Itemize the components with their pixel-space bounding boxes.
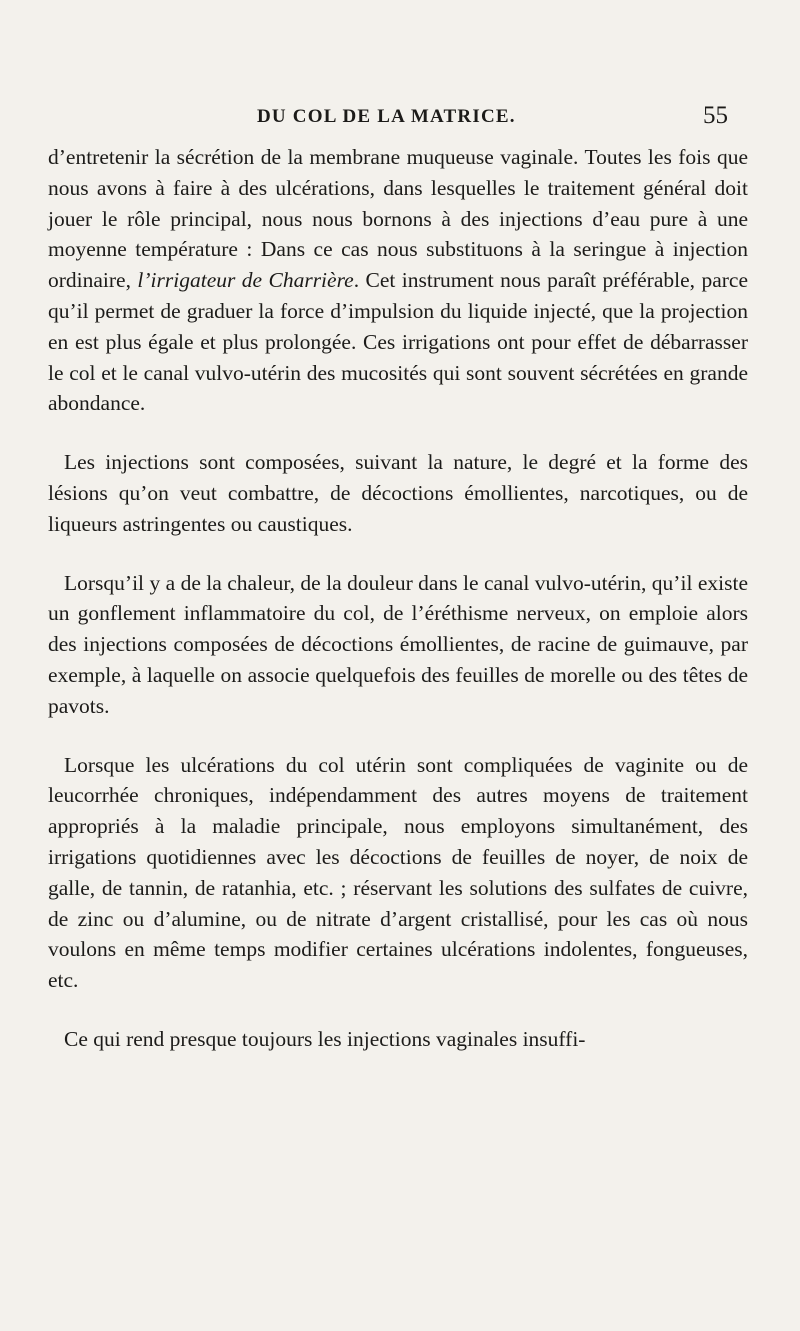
- paragraph-2: Les injections sont composées, suivant la nature, le degré et la forme des lésions qu’on veut combattre, de décoctions émollientes, narcotiques, ou de liqueurs astringentes ou caustiques.: [48, 450, 748, 536]
- paragraph-4: Lorsque les ulcérations du col utérin sont compliquées de vaginite ou de leucorrhée chroniques, indépendamment des autres moyens de traitement appropriés à la maladie principale, nous employons simultanément, des irrigations quotidiennes avec les décoctions de feuilles de noyer, de noix de galle, de tannin, de ratanhia, etc. ; réservant les solutions des sulfates de cuivre, de zinc ou d’alumine, ou de nitrate d’argent cristallisé, pour les cas où nous voulons en même temps modifier certaines ulcérations indolentes, fongueuses, etc.: [48, 752, 748, 993]
- paragraph-1-italic-text: l’irrigateur de Charrière: [137, 268, 354, 293]
- paragraph-5: Ce qui rend presque toujours les injections vaginales insuffi-: [64, 1026, 586, 1051]
- paragraph-1-text-before: d’entretenir la sécrétion de la membrane muqueuse vaginale. Toutes les fois que nous avons à faire à des ulcérations, dans lesquelles le traitement général doit jouer le rôle principal, nous nous bornons à des injections d’eau pure à une moyenne température : Dans ce cas nous substituons à la seringue à injection ordinaire,: [48, 145, 748, 293]
- running-header: [0, 102, 800, 138]
- paragraph-1-text-after: . Cet instrument nous paraît préférable, parce qu’il permet de graduer la force d’impulsion du liquide injecté, que la projection en est plus égale et plus prolongée. Ces irrigations ont pour effet de débarrasser le col et le canal vulvo-utérin des mucosités qui sont souvent sécrétées en grande abondance.: [48, 268, 748, 416]
- running-title: DU COL DE LA MATRICE.: [257, 106, 516, 127]
- paragraph-3: Lorsqu’il y a de la chaleur, de la douleur dans le canal vulvo-utérin, qu’il existe un gonflement inflammatoire du col, de l’éréthisme nerveux, on emploie alors des injections composées de décoctions émollientes, de racine de guimauve, par exemple, à laquelle on associe quelquefois des feuilles de morelle ou des têtes de pavots.: [48, 570, 748, 718]
- paragraph-1: [48, 142, 748, 419]
- page-number: 55: [703, 102, 728, 129]
- body-text: [48, 142, 748, 1055]
